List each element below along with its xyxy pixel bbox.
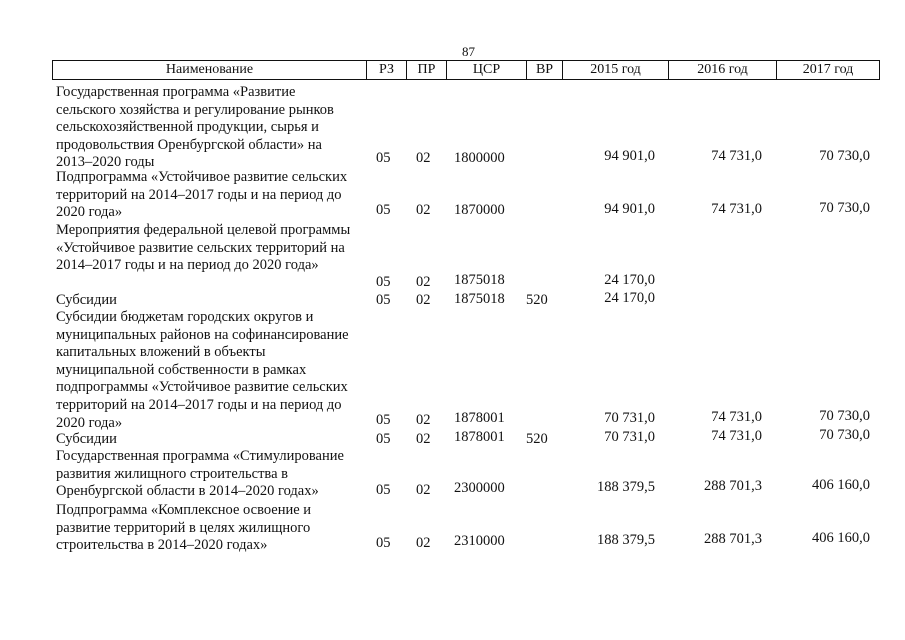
row-rz: 05 xyxy=(376,431,391,447)
row-vr: 520 xyxy=(526,431,548,447)
row-2015: 94 901,0 xyxy=(604,148,655,164)
row-2015: 188 379,5 xyxy=(597,532,655,548)
row-2016: 288 701,3 xyxy=(704,478,762,494)
row-2017: 70 730,0 xyxy=(819,148,870,164)
header-csr: ЦСР xyxy=(446,61,526,79)
row-pr: 02 xyxy=(416,202,431,218)
row-name: Подпрограмма «Устойчивое развитие сельских территорий на 2014–2017 годы и на период до 2020 года» xyxy=(56,169,348,221)
row-2015: 70 731,0 xyxy=(604,429,655,445)
row-rz: 05 xyxy=(376,274,391,290)
header-pr: ПР xyxy=(406,61,446,79)
row-csr: 1800000 xyxy=(454,150,505,166)
row-csr: 2310000 xyxy=(454,533,505,549)
row-pr: 02 xyxy=(416,150,431,166)
row-csr: 1878001 xyxy=(454,410,505,426)
row-2015: 70 731,0 xyxy=(604,410,655,426)
row-pr: 02 xyxy=(416,431,431,447)
row-vr: 520 xyxy=(526,292,548,308)
header-2017: 2017 год xyxy=(776,61,879,79)
row-rz: 05 xyxy=(376,535,391,551)
row-2016: 74 731,0 xyxy=(711,409,762,425)
row-name: Субсидии xyxy=(56,292,117,308)
page-number: 87 xyxy=(462,44,475,59)
row-pr: 02 xyxy=(416,535,431,551)
row-2017: 70 730,0 xyxy=(819,427,870,443)
row-2016: 288 701,3 xyxy=(704,531,762,547)
row-name: Подпрограмма «Комплексное освоение и развитие территорий в целях жилищного строительства в 2014–2020 годах» xyxy=(56,502,312,554)
row-2017: 406 160,0 xyxy=(812,477,870,493)
row-csr: 1870000 xyxy=(454,202,505,218)
row-csr: 1875018 xyxy=(454,272,505,288)
row-rz: 05 xyxy=(376,482,391,498)
row-name: Государственная программа «Развитие сельского хозяйства и регулирование рынков сельскохозяйственной продукции, сырья и продовольствия Оренбургской области» на 2013–2020 годы xyxy=(56,84,334,171)
row-pr: 02 xyxy=(416,412,431,428)
row-pr: 02 xyxy=(416,274,431,290)
row-rz: 05 xyxy=(376,150,391,166)
row-rz: 05 xyxy=(376,292,391,308)
row-2015: 188 379,5 xyxy=(597,479,655,495)
header-2015: 2015 год xyxy=(562,61,668,79)
row-pr: 02 xyxy=(416,482,431,498)
header-vr: ВР xyxy=(526,61,562,79)
row-pr: 02 xyxy=(416,292,431,308)
header-2016: 2016 год xyxy=(668,61,776,79)
row-rz: 05 xyxy=(376,202,391,218)
header-name: Наименование xyxy=(165,62,254,77)
row-2015: 24 170,0 xyxy=(604,290,655,306)
row-name: Государственная программа «Стимулирование развития жилищного строительства в Оренбургской области в 2014–2020 годах» xyxy=(56,448,344,500)
row-2017: 70 730,0 xyxy=(819,200,870,216)
row-csr: 1875018 xyxy=(454,291,505,307)
row-name: Субсидии бюджетам городских округов и муниципальных районов на софинансирование капитальных вложений в объекты муниципальной собственности в рамках подпрограммы «Устойчивое развитие сельских территорий на 2014–2017 годы и на период до 2020 года» xyxy=(56,309,349,431)
row-rz: 05 xyxy=(376,412,391,428)
row-2017: 70 730,0 xyxy=(819,408,870,424)
row-name: Субсидии xyxy=(56,431,117,447)
row-2016: 74 731,0 xyxy=(711,148,762,164)
row-2017: 406 160,0 xyxy=(812,530,870,546)
row-csr: 1878001 xyxy=(454,429,505,445)
row-2015: 24 170,0 xyxy=(604,272,655,288)
row-2016: 74 731,0 xyxy=(711,428,762,444)
row-2015: 94 901,0 xyxy=(604,201,655,217)
row-name: Мероприятия федеральной целевой программы «Устойчивое развитие сельских территорий на 2014–2017 годы и на период до 2020 года» xyxy=(56,222,351,274)
row-2016: 74 731,0 xyxy=(711,201,762,217)
header-rz: РЗ xyxy=(366,61,406,79)
row-csr: 2300000 xyxy=(454,480,505,496)
